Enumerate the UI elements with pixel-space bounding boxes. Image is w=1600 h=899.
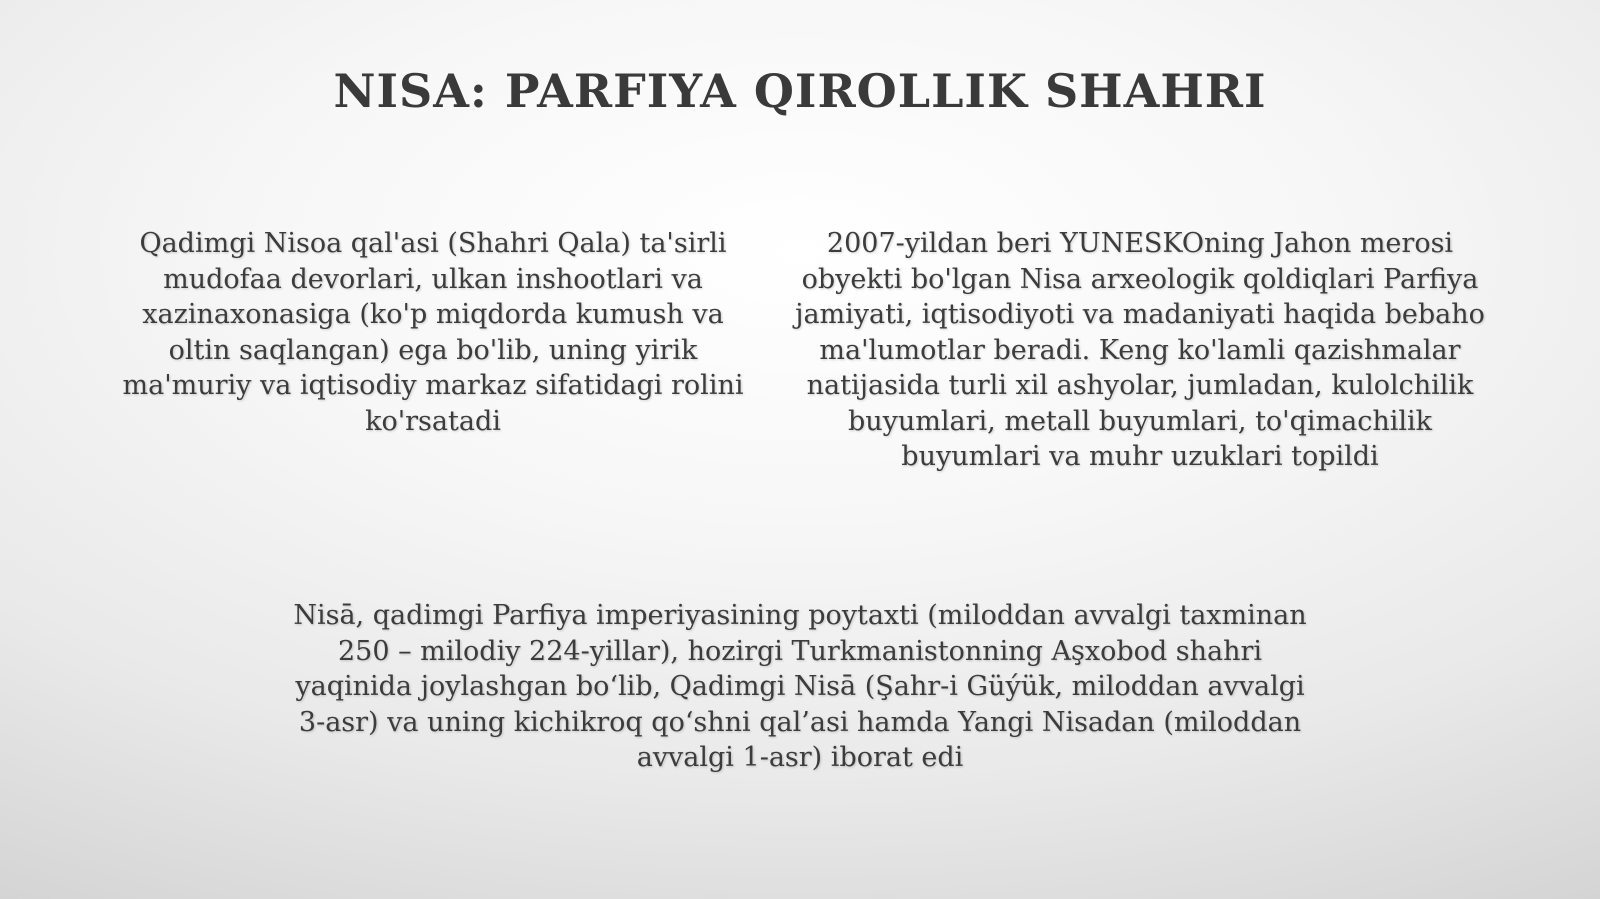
slide-title: NISA: PARFIYA QIROLLIK SHAHRI [333,64,1267,118]
bottom-text-block: Nisā, qadimgi Parfiya imperiyasining poytaxti (miloddan avvalgi taxminan 250 – milodiy 224-yillar), hozirgi Turkmanistonning Aşxobod shahri yaqinida joylashgan bo‘lib, Qadimgi Nisā (Şahr-i Güýük, miloddan avvalgi 3-asr) va uning kichikroq qo‘shni qal’asi hamda Yangi Nisadan (miloddan avvalgi 1-asr) iborat edi [293,600,1307,773]
left-text-block: Qadimgi Nisoa qal'asi (Shahri Qala) ta'sirli mudofaa devorlari, ulkan inshootlari va xazinaxonasiga (ko'p miqdorda kumush va oltin saqlangan) ega bo'lib, uning yirik ma'muriy va iqtisodiy markaz sifatidagi rolini ko'rsatadi [122,228,744,437]
right-text-block: 2007-yildan beri YUNESKOning Jahon merosi obyekti bo'lgan Nisa arxeologik qoldiqlari Parfiya jamiyati, iqtisodiyoti va madaniyati haqida bebaho ma'lumotlar beradi. Keng ko'lamli qazishmalar natijasida turli xil ashyolar, jumladan, kulolchilik buyumlari, metall buyumlari, to'qimachilik buyumlari va muhr uzuklari topildi [795,228,1485,472]
